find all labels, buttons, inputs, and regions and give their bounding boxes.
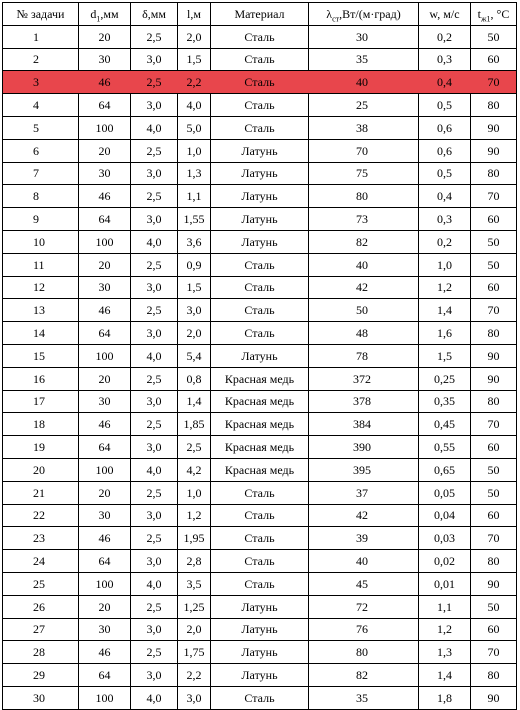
cell-material: Сталь [211,25,309,48]
cell-thickness: 4,0 [131,116,178,139]
cell-task-number: 29 [3,664,79,687]
cell-velocity: 0,25 [419,367,471,390]
cell-task-number: 13 [3,299,79,322]
cell-task-number: 27 [3,618,79,641]
cell-task-number: 16 [3,367,79,390]
table-row [3,48,517,71]
cell-task-number: 10 [3,230,79,253]
cell-material: Сталь [211,116,309,139]
table-row [3,71,517,94]
cell-material: Латунь [211,618,309,641]
cell-velocity: 0,6 [419,116,471,139]
cell-diameter: 100 [79,230,131,253]
cell-conductivity: 76 [309,618,419,641]
cell-velocity: 1,3 [419,641,471,664]
cell-velocity: 0,55 [419,436,471,459]
cell-diameter: 64 [79,550,131,573]
cell-length: 1,5 [178,48,211,71]
cell-conductivity: 70 [309,139,419,162]
cell-task-number: 24 [3,550,79,573]
cell-temperature: 90 [471,686,517,709]
cell-temperature: 90 [471,572,517,595]
cell-temperature: 80 [471,322,517,345]
cell-velocity: 0,35 [419,390,471,413]
cell-velocity: 0,04 [419,504,471,527]
cell-diameter: 30 [79,504,131,527]
cell-conductivity: 378 [309,390,419,413]
cell-length: 2,0 [178,322,211,345]
cell-velocity: 0,4 [419,185,471,208]
cell-length: 2,0 [178,25,211,48]
cell-length: 3,6 [178,230,211,253]
cell-thickness: 4,0 [131,458,178,481]
cell-diameter: 20 [79,367,131,390]
cell-material: Красная медь [211,390,309,413]
cell-velocity: 1,0 [419,253,471,276]
cell-task-number: 3 [3,71,79,94]
cell-temperature: 50 [471,595,517,618]
table-body [3,25,517,709]
cell-diameter: 64 [79,436,131,459]
cell-velocity: 0,02 [419,550,471,573]
cell-temperature: 80 [471,390,517,413]
cell-material: Латунь [211,664,309,687]
table-row [3,367,517,390]
cell-thickness: 3,0 [131,48,178,71]
cell-length: 0,9 [178,253,211,276]
cell-length: 1,1 [178,185,211,208]
cell-diameter: 30 [79,162,131,185]
cell-velocity: 0,2 [419,25,471,48]
cell-conductivity: 45 [309,572,419,595]
cell-task-number: 4 [3,94,79,117]
cell-thickness: 4,0 [131,344,178,367]
cell-diameter: 30 [79,618,131,641]
cell-velocity: 0,65 [419,458,471,481]
cell-conductivity: 390 [309,436,419,459]
cell-temperature: 90 [471,116,517,139]
cell-conductivity: 78 [309,344,419,367]
table-row [3,458,517,481]
cell-length: 3,0 [178,299,211,322]
cell-material: Латунь [211,230,309,253]
cell-thickness: 3,0 [131,618,178,641]
cell-task-number: 18 [3,413,79,436]
cell-task-number: 26 [3,595,79,618]
table-row [3,390,517,413]
cell-conductivity: 38 [309,116,419,139]
cell-diameter: 64 [79,94,131,117]
header-velocity: w, м/с [419,3,471,26]
table-row [3,481,517,504]
cell-diameter: 30 [79,276,131,299]
cell-velocity: 0,6 [419,139,471,162]
cell-length: 1,3 [178,162,211,185]
cell-diameter: 64 [79,208,131,231]
cell-material: Сталь [211,276,309,299]
cell-diameter: 100 [79,572,131,595]
cell-temperature: 70 [471,185,517,208]
cell-length: 1,4 [178,390,211,413]
header-thickness: δ,мм [131,3,178,26]
cell-length: 1,85 [178,413,211,436]
cell-task-number: 22 [3,504,79,527]
cell-temperature: 80 [471,550,517,573]
table-row [3,253,517,276]
cell-diameter: 100 [79,458,131,481]
cell-material: Сталь [211,322,309,345]
table-row [3,664,517,687]
cell-diameter: 46 [79,299,131,322]
cell-conductivity: 42 [309,504,419,527]
cell-length: 2,2 [178,71,211,94]
cell-conductivity: 40 [309,550,419,573]
cell-conductivity: 35 [309,686,419,709]
cell-task-number: 19 [3,436,79,459]
cell-task-number: 21 [3,481,79,504]
table-row [3,686,517,709]
cell-length: 2,8 [178,550,211,573]
cell-conductivity: 37 [309,481,419,504]
cell-thickness: 2,5 [131,299,178,322]
cell-thickness: 2,5 [131,185,178,208]
cell-thickness: 3,0 [131,550,178,573]
cell-task-number: 1 [3,25,79,48]
table-row [3,208,517,231]
cell-thickness: 3,0 [131,436,178,459]
cell-temperature: 80 [471,664,517,687]
cell-material: Красная медь [211,413,309,436]
table-row [3,139,517,162]
cell-temperature: 60 [471,504,517,527]
cell-task-number: 15 [3,344,79,367]
cell-velocity: 0,05 [419,481,471,504]
cell-velocity: 1,1 [419,595,471,618]
cell-material: Сталь [211,686,309,709]
cell-diameter: 20 [79,139,131,162]
cell-thickness: 2,5 [131,527,178,550]
table-row [3,572,517,595]
cell-thickness: 2,5 [131,25,178,48]
cell-temperature: 80 [471,162,517,185]
cell-material: Латунь [211,344,309,367]
cell-velocity: 0,01 [419,572,471,595]
cell-thickness: 4,0 [131,230,178,253]
cell-temperature: 70 [471,71,517,94]
table-row [3,344,517,367]
table-row [3,94,517,117]
cell-temperature: 50 [471,25,517,48]
cell-thickness: 2,5 [131,367,178,390]
cell-length: 3,5 [178,572,211,595]
cell-temperature: 90 [471,139,517,162]
cell-length: 1,5 [178,276,211,299]
table-row [3,185,517,208]
cell-length: 1,0 [178,139,211,162]
table-row [3,230,517,253]
cell-diameter: 64 [79,664,131,687]
cell-length: 1,55 [178,208,211,231]
header-diameter: $d_1,мм$ [79,3,131,26]
cell-temperature: 70 [471,641,517,664]
cell-length: 3,0 [178,686,211,709]
cell-diameter: 100 [79,116,131,139]
table-row [3,162,517,185]
cell-length: 2,0 [178,618,211,641]
cell-velocity: 0,03 [419,527,471,550]
cell-velocity: 1,2 [419,618,471,641]
table-row [3,595,517,618]
cell-length: 2,5 [178,436,211,459]
cell-conductivity: 50 [309,299,419,322]
cell-task-number: 25 [3,572,79,595]
cell-conductivity: 82 [309,230,419,253]
cell-thickness: 2,5 [131,595,178,618]
cell-task-number: 30 [3,686,79,709]
cell-length: 5,4 [178,344,211,367]
cell-diameter: 20 [79,481,131,504]
cell-velocity: 0,5 [419,162,471,185]
cell-conductivity: 39 [309,527,419,550]
cell-temperature: 60 [471,618,517,641]
cell-length: 1,2 [178,504,211,527]
cell-conductivity: 72 [309,595,419,618]
cell-diameter: 46 [79,527,131,550]
cell-thickness: 3,0 [131,322,178,345]
cell-material: Сталь [211,481,309,504]
cell-material: Красная медь [211,436,309,459]
cell-material: Сталь [211,527,309,550]
cell-task-number: 20 [3,458,79,481]
cell-temperature: 60 [471,276,517,299]
cell-length: 1,0 [178,481,211,504]
cell-temperature: 60 [471,208,517,231]
cell-material: Латунь [211,185,309,208]
table-row [3,276,517,299]
cell-thickness: 3,0 [131,390,178,413]
cell-velocity: 0,45 [419,413,471,436]
cell-velocity: 0,2 [419,230,471,253]
cell-length: 1,75 [178,641,211,664]
cell-material: Сталь [211,253,309,276]
cell-length: 1,95 [178,527,211,550]
cell-thickness: 2,5 [131,71,178,94]
cell-material: Латунь [211,162,309,185]
cell-conductivity: 80 [309,641,419,664]
cell-thickness: 3,0 [131,504,178,527]
cell-material: Сталь [211,299,309,322]
table-row [3,641,517,664]
cell-thickness: 3,0 [131,162,178,185]
cell-thickness: 3,0 [131,94,178,117]
table-row [3,116,517,139]
cell-task-number: 12 [3,276,79,299]
cell-velocity: 0,4 [419,71,471,94]
cell-length: 1,25 [178,595,211,618]
cell-diameter: 46 [79,71,131,94]
cell-conductivity: 25 [309,94,419,117]
cell-velocity: 1,2 [419,276,471,299]
cell-velocity: 0,3 [419,208,471,231]
cell-temperature: 50 [471,253,517,276]
cell-task-number: 6 [3,139,79,162]
cell-task-number: 5 [3,116,79,139]
cell-conductivity: 48 [309,322,419,345]
cell-diameter: 100 [79,344,131,367]
cell-conductivity: 30 [309,25,419,48]
table-row [3,413,517,436]
cell-task-number: 14 [3,322,79,345]
table-row [3,504,517,527]
header-temperature: $t_{ж1}$, °С [471,3,517,26]
header-material: Материал [211,3,309,26]
cell-diameter: 30 [79,48,131,71]
cell-thickness: 2,5 [131,253,178,276]
cell-velocity: 1,8 [419,686,471,709]
cell-temperature: 60 [471,48,517,71]
cell-diameter: 100 [79,686,131,709]
cell-material: Красная медь [211,367,309,390]
cell-conductivity: 40 [309,71,419,94]
cell-diameter: 20 [79,595,131,618]
cell-velocity: 1,4 [419,664,471,687]
cell-temperature: 60 [471,436,517,459]
cell-conductivity: 73 [309,208,419,231]
cell-material: Сталь [211,94,309,117]
cell-task-number: 17 [3,390,79,413]
cell-temperature: 50 [471,481,517,504]
cell-thickness: 3,0 [131,208,178,231]
cell-diameter: 30 [79,390,131,413]
cell-length: 5,0 [178,116,211,139]
cell-thickness: 3,0 [131,664,178,687]
cell-temperature: 70 [471,527,517,550]
cell-diameter: 20 [79,25,131,48]
cell-material: Сталь [211,48,309,71]
cell-material: Сталь [211,504,309,527]
table-row [3,550,517,573]
cell-task-number: 28 [3,641,79,664]
cell-velocity: 0,5 [419,94,471,117]
cell-temperature: 70 [471,413,517,436]
cell-material: Латунь [211,641,309,664]
header-conductivity: $\lambda_{ст},Вт/(м\cdot град)$ [309,3,419,26]
cell-diameter: 46 [79,641,131,664]
cell-diameter: 64 [79,322,131,345]
data-table [2,2,517,710]
cell-thickness: 2,5 [131,139,178,162]
cell-thickness: 2,5 [131,641,178,664]
cell-conductivity: 372 [309,367,419,390]
cell-material: Латунь [211,595,309,618]
cell-task-number: 8 [3,185,79,208]
cell-task-number: 7 [3,162,79,185]
cell-conductivity: 82 [309,664,419,687]
cell-material: Латунь [211,208,309,231]
cell-thickness: 3,0 [131,276,178,299]
cell-velocity: 1,5 [419,344,471,367]
cell-conductivity: 35 [309,48,419,71]
cell-velocity: 0,3 [419,48,471,71]
cell-task-number: 23 [3,527,79,550]
table-row [3,25,517,48]
cell-conductivity: 384 [309,413,419,436]
cell-conductivity: 42 [309,276,419,299]
cell-temperature: 80 [471,94,517,117]
cell-temperature: 50 [471,230,517,253]
cell-velocity: 1,6 [419,322,471,345]
cell-material: Латунь [211,139,309,162]
cell-temperature: 90 [471,367,517,390]
cell-length: 0,8 [178,367,211,390]
cell-thickness: 2,5 [131,481,178,504]
cell-thickness: 2,5 [131,413,178,436]
cell-material: Сталь [211,550,309,573]
cell-conductivity: 80 [309,185,419,208]
cell-conductivity: 75 [309,162,419,185]
cell-temperature: 70 [471,299,517,322]
cell-velocity: 1,4 [419,299,471,322]
cell-task-number: 2 [3,48,79,71]
cell-material: Сталь [211,71,309,94]
table-row [3,322,517,345]
cell-material: Сталь [211,572,309,595]
header-task-number: № задачи [3,3,79,26]
cell-material: Красная медь [211,458,309,481]
header-length: l,м [178,3,211,26]
cell-length: 4,2 [178,458,211,481]
cell-conductivity: 40 [309,253,419,276]
cell-task-number: 11 [3,253,79,276]
cell-diameter: 46 [79,185,131,208]
cell-length: 4,0 [178,94,211,117]
table-row [3,436,517,459]
cell-thickness: 4,0 [131,686,178,709]
cell-conductivity: 395 [309,458,419,481]
cell-thickness: 4,0 [131,572,178,595]
table-row [3,618,517,641]
table-row [3,299,517,322]
cell-diameter: 46 [79,413,131,436]
cell-temperature: 50 [471,458,517,481]
table-header-row [3,3,517,26]
cell-diameter: 20 [79,253,131,276]
table-row [3,527,517,550]
cell-task-number: 9 [3,208,79,231]
cell-length: 2,2 [178,664,211,687]
cell-temperature: 90 [471,344,517,367]
